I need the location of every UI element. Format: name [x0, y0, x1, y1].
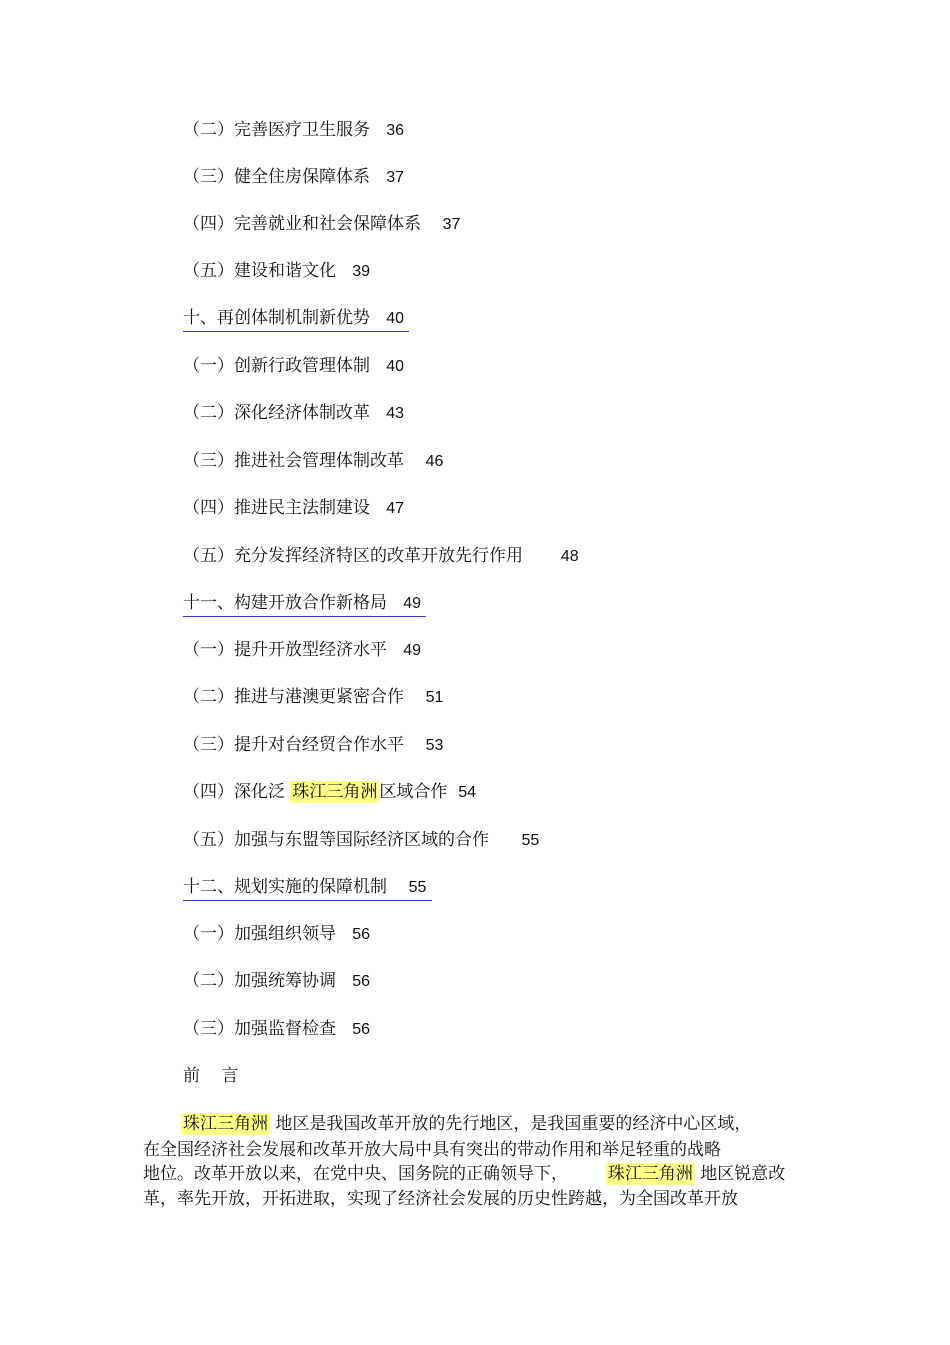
toc-entry-page: 53 — [425, 737, 444, 754]
toc-entry-title: （一）创新行政管理体制 — [183, 356, 370, 376]
toc-entry-page: 49 — [403, 642, 422, 659]
toc-entry[interactable] — [183, 119, 404, 142]
toc-entry-title: （四）推进民主法制建设 — [183, 498, 370, 518]
toc-entry-title: （三）加强监督检查 — [183, 1019, 336, 1039]
toc-chapter-page: 55 — [408, 879, 427, 896]
highlighted-term: 珠江三角洲 — [183, 1114, 268, 1134]
toc-entry[interactable] — [183, 213, 460, 236]
toc-entry-page: 48 — [560, 548, 579, 565]
toc-entry[interactable] — [183, 829, 539, 852]
toc-chapter-link[interactable] — [183, 876, 432, 901]
toc-entry[interactable] — [183, 260, 370, 283]
toc-entry[interactable] — [183, 497, 404, 520]
toc-chapter-title: 十、再创体制机制新优势 — [183, 308, 370, 328]
toc-entry-page: 43 — [386, 405, 405, 422]
toc-entry-page: 51 — [425, 689, 444, 706]
toc-entry-title-suffix: 区域合作 — [379, 782, 448, 802]
toc-chapter-page: 40 — [386, 310, 405, 327]
toc-entry-title: （三）提升对台经贸合作水平 — [183, 735, 404, 755]
toc-entry-page: 39 — [352, 263, 371, 280]
toc-chapter-link[interactable] — [183, 592, 426, 617]
toc-entry[interactable] — [183, 545, 579, 568]
body-text-line — [181, 1113, 751, 1135]
highlighted-term: 珠江三角洲 — [292, 782, 378, 802]
toc-entry-page: 37 — [442, 216, 461, 233]
toc-entry-title: （二）加强统筹协调 — [183, 971, 336, 991]
body-text-line — [143, 1163, 785, 1185]
toc-entry-page: 56 — [352, 1021, 371, 1038]
toc-entry-page: 55 — [521, 832, 540, 849]
toc-entry-page: 54 — [458, 784, 477, 801]
preface-heading: 前 言 — [183, 1066, 247, 1086]
toc-entry-page: 40 — [386, 358, 405, 375]
body-text-line: 革，率先开放，开拓进取，实现了经济社会发展的历史性跨越，为全国改革开放 — [143, 1189, 738, 1209]
toc-entry[interactable] — [183, 781, 476, 804]
toc-entry[interactable] — [183, 450, 443, 473]
body-text: 地区是我国改革开放的先行地区，是我国重要的经济中心区域， — [275, 1114, 752, 1134]
toc-chapter-title: 十一、构建开放合作新格局 — [183, 593, 387, 613]
toc-entry[interactable] — [183, 686, 443, 709]
toc-entry[interactable] — [183, 734, 443, 757]
toc-entry-title: （五）建设和谐文化 — [183, 261, 336, 281]
toc-entry-title: （一）加强组织领导 — [183, 924, 336, 944]
toc-entry-title: （四）完善就业和社会保障体系 — [183, 214, 421, 234]
toc-chapter-page: 49 — [403, 595, 422, 612]
toc-entry-title: （二）深化经济体制改革 — [183, 403, 370, 423]
body-text: 地位。改革开放以来，在党中央、国务院的正确领导下， — [143, 1164, 568, 1184]
toc-entry-page: 36 — [386, 122, 405, 139]
toc-chapter-link[interactable] — [183, 307, 409, 332]
toc-entry-title: （一）提升开放型经济水平 — [183, 640, 387, 660]
toc-entry[interactable] — [183, 923, 370, 946]
toc-entry-page: 56 — [352, 926, 371, 943]
body-text: 地区锐意改 — [700, 1164, 786, 1184]
highlighted-term: 珠江三角洲 — [607, 1164, 693, 1184]
toc-entry[interactable] — [183, 355, 404, 378]
toc-entry-title: （三）健全住房保障体系 — [183, 167, 370, 187]
toc-entry-title: （二）推进与港澳更紧密合作 — [183, 687, 404, 707]
toc-entry-title: （二）完善医疗卫生服务 — [183, 120, 370, 140]
body-text-line: 在全国经济社会发展和改革开放大局中具有突出的带动作用和举足轻重的战略 — [143, 1140, 721, 1160]
toc-entry-page: 46 — [425, 453, 444, 470]
toc-entry[interactable] — [183, 1018, 370, 1041]
toc-entry[interactable] — [183, 166, 404, 189]
toc-entry[interactable] — [183, 402, 404, 425]
toc-entry-title: （五）加强与东盟等国际经济区域的合作 — [183, 830, 489, 850]
toc-chapter-title: 十二、规划实施的保障机制 — [183, 877, 387, 897]
toc-entry-page: 56 — [352, 973, 371, 990]
toc-entry-page: 37 — [386, 169, 405, 186]
toc-entry-title: （五）充分发挥经济特区的改革开放先行作用 — [183, 546, 523, 566]
toc-entry-page: 47 — [386, 500, 405, 517]
toc-entry[interactable] — [183, 970, 370, 993]
toc-entry[interactable] — [183, 639, 421, 662]
toc-entry-title: （三）推进社会管理体制改革 — [183, 451, 404, 471]
toc-entry-title-prefix: （四）深化泛 — [183, 782, 285, 802]
